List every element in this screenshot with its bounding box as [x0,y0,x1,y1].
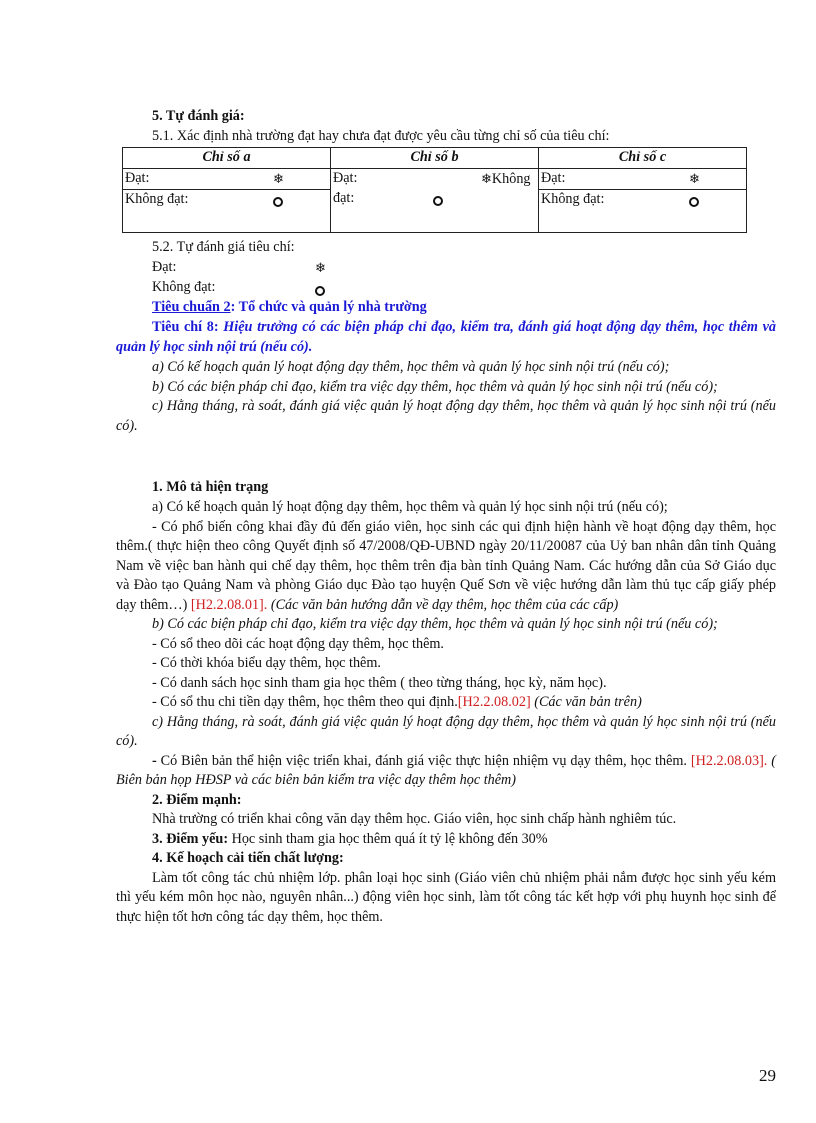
cell-c-khong-dat: Không đạt: [539,190,747,233]
radio-ring-icon [433,196,443,206]
list-item: - Có danh sách học sinh tham gia học thêm ( theo từng tháng, học kỳ, năm học). [152,674,607,691]
section-4-title: 4. Kế hoạch cải tiến chất lượng: [152,850,344,866]
list-item: - Có sổ thu chi tiền dạy thêm, học thêm theo qui định.[H2.2.08.02] (Các văn bản trên) [152,694,642,710]
cell-c-dat: Đạt: ❄ [539,169,747,190]
cell-a-khong-dat: Không đạt: [123,190,331,233]
snowflake-icon: ❄ [315,260,326,275]
section-1-title: 1. Mô tả hiện trạng [152,479,269,495]
description-b: b) Có các biện pháp chỉ đạo, kiểm tra việc dạy thêm, học thêm và quản lý học sinh nội trú (nếu có); [152,616,718,632]
description-c-detail: - Có Biên bản thể hiện việc triển khai, đánh giá việc thực hiện nhiệm vụ dạy thêm, học thêm. [H2.2.08.03]. ( Biên bản họp HĐSP và các biên bản kiểm tra việc dạy thêm học thêm) [116,752,777,788]
self-eval-khong-dat: Không đạt: [152,279,216,295]
cell-a-dat: Đạt: ❄ [123,169,331,190]
improvement-plan-text: Làm tốt công tác chủ nhiệm lớp. phân loại học sinh (Giáo viên chủ nhiệm phải nắm được học sinh yếu kém thì yếu kém môn học nào, nguyên nhân...) động viên học sinh, làm tốt công tác kết hợp với phụ huynh học sinh để thực hiện tốt hơn công tác dạy thêm, học thêm. [116,869,776,925]
strengths-text: Nhà trường có triển khai công văn dạy thêm học. Giáo viên, học sinh chấp hành nghiêm túc. [152,811,677,827]
page-number: 29 [759,1066,776,1085]
radio-ring-icon [315,286,325,296]
requirement-c: c) Hằng tháng, rà soát, đánh giá việc quản lý hoạt động dạy thêm, học thêm và quản lý học sinh nội trú (nếu có). [116,398,776,434]
requirements-block [116,358,776,436]
tieu-chi-heading: Tiêu chí 8: Hiệu trưởng có các biện pháp chỉ đạo, kiểm tra, đánh giá hoạt động dạy thêm, học thêm và quản lý học sinh nội trú (nếu có). [116,319,776,355]
radio-ring-icon [273,197,283,207]
section-2-title: 2. Điểm mạnh: [152,791,242,808]
section-5-2-text: 5.2. Tự đánh giá tiêu chí: [152,239,295,255]
section-5-1-text: 5.1. Xác định nhà trường đạt hay chưa đạt được yêu cầu từng chỉ số của tiêu chí: [152,128,610,144]
header-chi-so-b: Chỉ số b [331,148,539,169]
snowflake-icon: ❄ [481,171,492,186]
evidence-code: [H2.2.08.02] [457,694,531,710]
cell-b: Đạt: ❄Không đạt: [331,169,539,233]
section-5-title: 5. Tự đánh giá: [152,108,245,124]
evidence-code: [H2.2.08.03]. [690,752,768,769]
description-c: c) Hằng tháng, rà soát, đánh giá việc quản lý hoạt động dạy thêm, học thêm và quản lý học sinh nội trú (nếu có). [116,713,776,749]
header-chi-so-a: Chỉ số a [123,148,331,169]
description-block [116,498,776,927]
description-a: a) Có kế hoạch quản lý hoạt động dạy thêm, học thêm và quản lý học sinh nội trú (nếu có); [152,499,668,515]
requirement-b: b) Có các biện pháp chỉ đạo, kiểm tra việc dạy thêm, học thêm và quản lý học sinh nội trú (nếu có); [152,378,718,395]
snowflake-icon: ❄ [689,171,700,186]
criteria-table [122,147,747,233]
weaknesses: 3. Điểm yếu: Học sinh tham gia học thêm quá ít tỷ lệ không đến 30% [152,830,548,847]
list-item: - Có sổ theo dõi các hoạt động dạy thêm, học thêm. [152,635,444,652]
self-eval-dat: Đạt: [152,259,177,275]
evidence-code: [H2.2.08.01]. [190,596,268,613]
tieu-chuan-heading: Tiêu chuẩn 2: Tổ chức và quản lý nhà trường [152,299,427,315]
list-item: - Có thời khóa biểu dạy thêm, học thêm. [152,655,381,671]
snowflake-icon: ❄ [273,171,284,186]
description-a-detail: - Có phổ biến công khai đầy đủ đến giáo viên, học sinh các qui định hiện hành về hoạt động dạy thêm, học thêm.( thực hiện theo công Quyết định số 47/2008/QĐ-UBND ngày 20/11/20087 của Uỷ ban nhân dân tỉnh Quảng Nam về việc ban hành qui chế dạy thêm, học thêm trên địa bàn tỉnh Quảng Nam. Các hướng dẫn của Sở Giáo dục và Đào tạo Quảng Nam và phòng Giáo dục Đào tạo huyện Quế Sơn về việc hướng dẫn làm thủ tục cấp giấy phép dạy thêm…) [H2.2.08.01]. (Các văn bản hướng dẫn về dạy thêm, học thêm của các cấp) [116,518,776,613]
radio-ring-icon [689,197,699,207]
requirement-a: a) Có kế hoạch quản lý hoạt động dạy thêm, học thêm và quản lý học sinh nội trú (nếu có); [152,359,670,375]
header-chi-so-c: Chỉ số c [539,148,747,169]
